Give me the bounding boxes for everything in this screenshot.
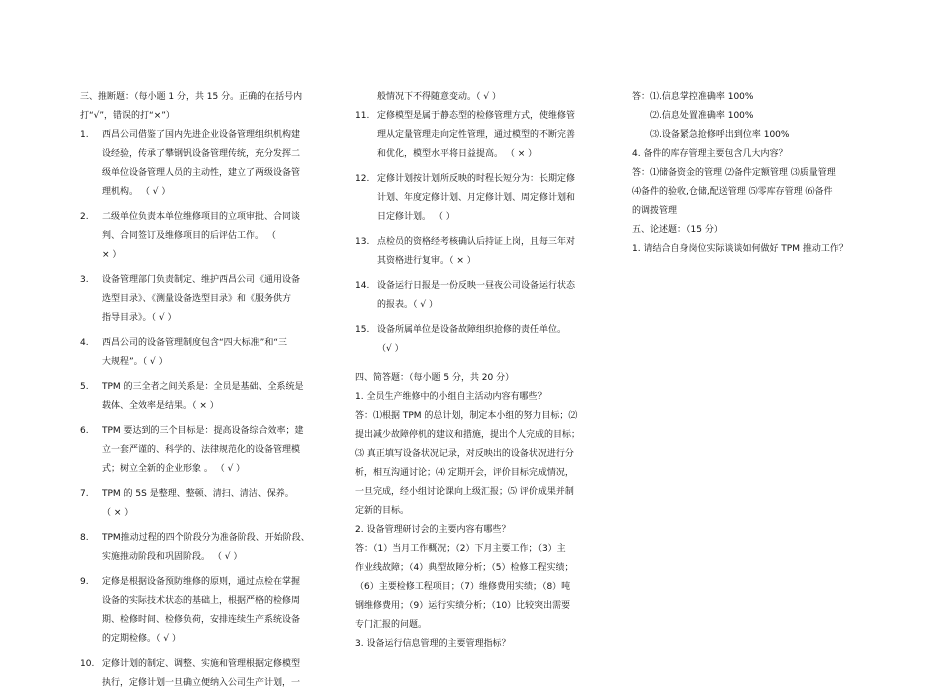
question-line: 判、合同签订及维修项目的后评估工作。 （ <box>102 231 276 241</box>
question-line: 定修是根据设备预防维修的原则，通过点检在掌握 <box>102 577 301 587</box>
question-line: 式；树立全新的企业形象 。 （ √ ） <box>102 464 246 474</box>
question-2 <box>80 208 348 265</box>
question-9 <box>80 573 348 649</box>
column-left <box>80 88 348 693</box>
question-line: 级单位设备管理人员的主动性，建立了两级设备管 <box>102 168 301 178</box>
question-line: 定修计划的制定、调整、实施和管理根据定修模型 <box>102 659 301 669</box>
question-line: 选型目录》、《测量设备选型目录》和《服务供方 <box>102 294 292 304</box>
question-line: TPM推动过程的四个阶段分为准备阶段、开始阶段、 <box>102 533 310 543</box>
question-line: × ） <box>102 250 122 260</box>
question-7 <box>80 485 348 523</box>
question-line: 大规程”。（ √ ） <box>102 357 168 367</box>
question-10-continued <box>355 88 623 107</box>
section-5-heading: 五、论述题：（15 分） <box>632 225 723 235</box>
question-line: 期、检修时间、检修负荷，安排连续生产系统设备 <box>102 615 301 625</box>
question-line: 点检员的资格经考核确认后持证上岗，且每三年对 <box>377 237 576 247</box>
question-line: 日定修计划。 （ ） <box>377 212 455 222</box>
question-number: 6. <box>80 426 89 436</box>
question-number: 3. <box>80 275 89 285</box>
question-line: 的定期检修。（ √ ） <box>102 634 181 644</box>
question-line: 定修计划按计划所反映的时程长短分为：长期定修 <box>377 174 576 184</box>
question-number: 13. <box>355 237 370 247</box>
question-line: 立一套严谨的、科学的、法律规范化的设备管理模 <box>102 445 301 455</box>
answer-3-line: ⑶.设备紧急抢修呼出到位率 100% <box>650 130 790 140</box>
short-answer-line: （6）主要检修工程项目；（7）维修费用实绩；（8）吨 <box>355 582 571 592</box>
section-4 <box>355 369 623 654</box>
question-14 <box>355 277 623 315</box>
question-line: 载体、全效率是结果。（ × ） <box>102 401 219 411</box>
short-answer-line: 2. 设备管理研讨会的主要内容有哪些？ <box>355 525 511 535</box>
short-answer-line: ⑶ 真正填写设备状况记录，对反映出的设备状况进行分 <box>355 449 574 459</box>
heading-line: 打“√”，错误的打“×”） <box>80 111 175 121</box>
short-answer-line: 专门汇报的问题。 <box>355 620 428 630</box>
answer-3-line: ⑵.信息处置准确率 100% <box>650 111 754 121</box>
question-6 <box>80 422 348 479</box>
question-3 <box>80 271 348 328</box>
question-line: 设备的实际技术状态的基础上，根据严格的检修周 <box>102 596 301 606</box>
question-number: 15. <box>355 325 370 335</box>
question-line: 西昌公司的设备管理制度包含“四大标准”和“三 <box>102 338 287 348</box>
answer-4-line: 答：⑴储备资金的管理 ⑵备件定额管理 ⑶质量管理 <box>632 168 836 178</box>
question-number: 12. <box>355 174 370 184</box>
question-number: 2. <box>80 212 89 222</box>
answer-3-line: 答：⑴.信息掌控准确率 100% <box>632 92 754 102</box>
section-3-heading <box>80 88 348 126</box>
question-4 <box>80 334 348 372</box>
question-number: 10. <box>80 659 95 669</box>
short-answer-line: 答：⑴根据 TPM 的总计划，制定本小组的努力目标；⑵ <box>355 411 578 421</box>
question-line: 设经验，传承了攀钢钒设备管理传统，充分发挥二 <box>102 149 301 159</box>
question-line: 定修模型是属于静态型的检修管理方式，使维修管 <box>377 111 576 121</box>
short-answer-line: 析，相互沟通讨论；⑷ 定期开会，评价目标完成情况， <box>355 468 574 478</box>
column-right <box>632 88 902 259</box>
question-line: 理从定量管理走向定性管理，通过模型的不断完善 <box>377 130 576 140</box>
essay-question-1: 1. 请结合自身岗位实际谈谈如何做好 TPM 推动工作？ <box>632 244 848 254</box>
short-answer-line: 提出减少故障停机的建议和措施，提出个人完成的目标； <box>355 430 581 440</box>
question-line: 设备运行日报是一份反映一昼夜公司设备运行状态 <box>377 281 576 291</box>
question-5 <box>80 378 348 416</box>
short-answer-line: 钢维修费用；（9）运行实绩分析；（10）比较突出需要 <box>355 601 571 611</box>
answer-4-line: 的调拨管理 <box>632 206 678 216</box>
question-line: 设备管理部门负责制定、维护西昌公司《通用设备 <box>102 275 301 285</box>
question-15 <box>355 321 623 359</box>
question-line: 般情况下不得随意变动。（ √ ） <box>377 92 501 102</box>
question-line: TPM 的三全者之间关系是：全员是基础、全系统是 <box>102 382 304 392</box>
short-answer-line: 1. 全员生产维修中的小组自主活动内容有哪些？ <box>355 392 547 402</box>
question-line: （ × ） <box>102 508 134 518</box>
question-10 <box>80 655 348 693</box>
answer-4-line: ⑷备件的验收,仓储,配送管理 ⑸零库存管理 ⑹备件 <box>632 187 833 197</box>
question-line: 二级单位负责本单位维修项目的立项审批、合同谈 <box>102 212 301 222</box>
question-8 <box>80 529 348 567</box>
section-4-heading: 四、简答题：（每小题 5 分，共 20 分） <box>355 373 515 383</box>
question-line: TPM 要达到的三个目标是：提高设备综合效率；建 <box>102 426 304 436</box>
question-number: 11. <box>355 111 370 121</box>
question-line: 计划、年度定修计划、月定修计划、周定修计划和 <box>377 193 576 203</box>
question-line: 理机构。 （ √ ） <box>102 187 171 197</box>
question-line: 执行，定修计划一旦确立便纳入公司生产计划，一 <box>102 678 301 688</box>
question-12 <box>355 170 623 227</box>
short-answer-line: 定新的目标。 <box>355 506 410 516</box>
question-number: 4. <box>80 338 89 348</box>
column-middle <box>355 88 623 654</box>
question-line: 西昌公司借鉴了国内先进企业设备管理组织机构建 <box>102 130 301 140</box>
short-answer-line: 作业线故障；（4）典型故障分析；（5）检修工程实绩； <box>355 563 574 573</box>
question-line: 指导目录》。（ √ ） <box>102 313 177 323</box>
question-1 <box>80 126 348 202</box>
question-number: 7. <box>80 489 89 499</box>
question-number: 9. <box>80 577 89 587</box>
short-answer-line: 3. 设备运行信息管理的主要管理指标？ <box>355 639 511 649</box>
question-line: （√ ） <box>377 344 404 354</box>
question-line: 和优化，模型水平将日益提高。 （ × ） <box>377 149 538 159</box>
question-11 <box>355 107 623 164</box>
question-13 <box>355 233 623 271</box>
question-number: 14. <box>355 281 370 291</box>
question-number: 5. <box>80 382 89 392</box>
question-line: 的报表。（ √ ） <box>377 300 438 310</box>
heading-line: 三、推断题：（每小题 1 分，共 15 分。正确的在括号内 <box>80 92 303 102</box>
question-line: 设备所属单位是设备故障组织抢修的责任单位。 <box>377 325 567 335</box>
question-number: 8. <box>80 533 89 543</box>
question-line: TPM 的 5S 是整理、整顿、清扫、清洁、保养。 <box>102 489 294 499</box>
question-4-text: 4. 备件的库存管理主要包含几大内容？ <box>632 149 788 159</box>
question-line: 实施推动阶段和巩固阶段。 （ √ ） <box>102 552 243 562</box>
question-number: 1. <box>80 130 89 140</box>
question-line: 其资格进行复审。（ × ） <box>377 256 476 266</box>
short-answer-line: 一旦完成，经小组讨论课向上级汇报；⑸ 评价成果并制 <box>355 487 574 497</box>
short-answer-line: 答：（1）当月工作概况；（2）下月主要工作；（3）主 <box>355 544 566 554</box>
